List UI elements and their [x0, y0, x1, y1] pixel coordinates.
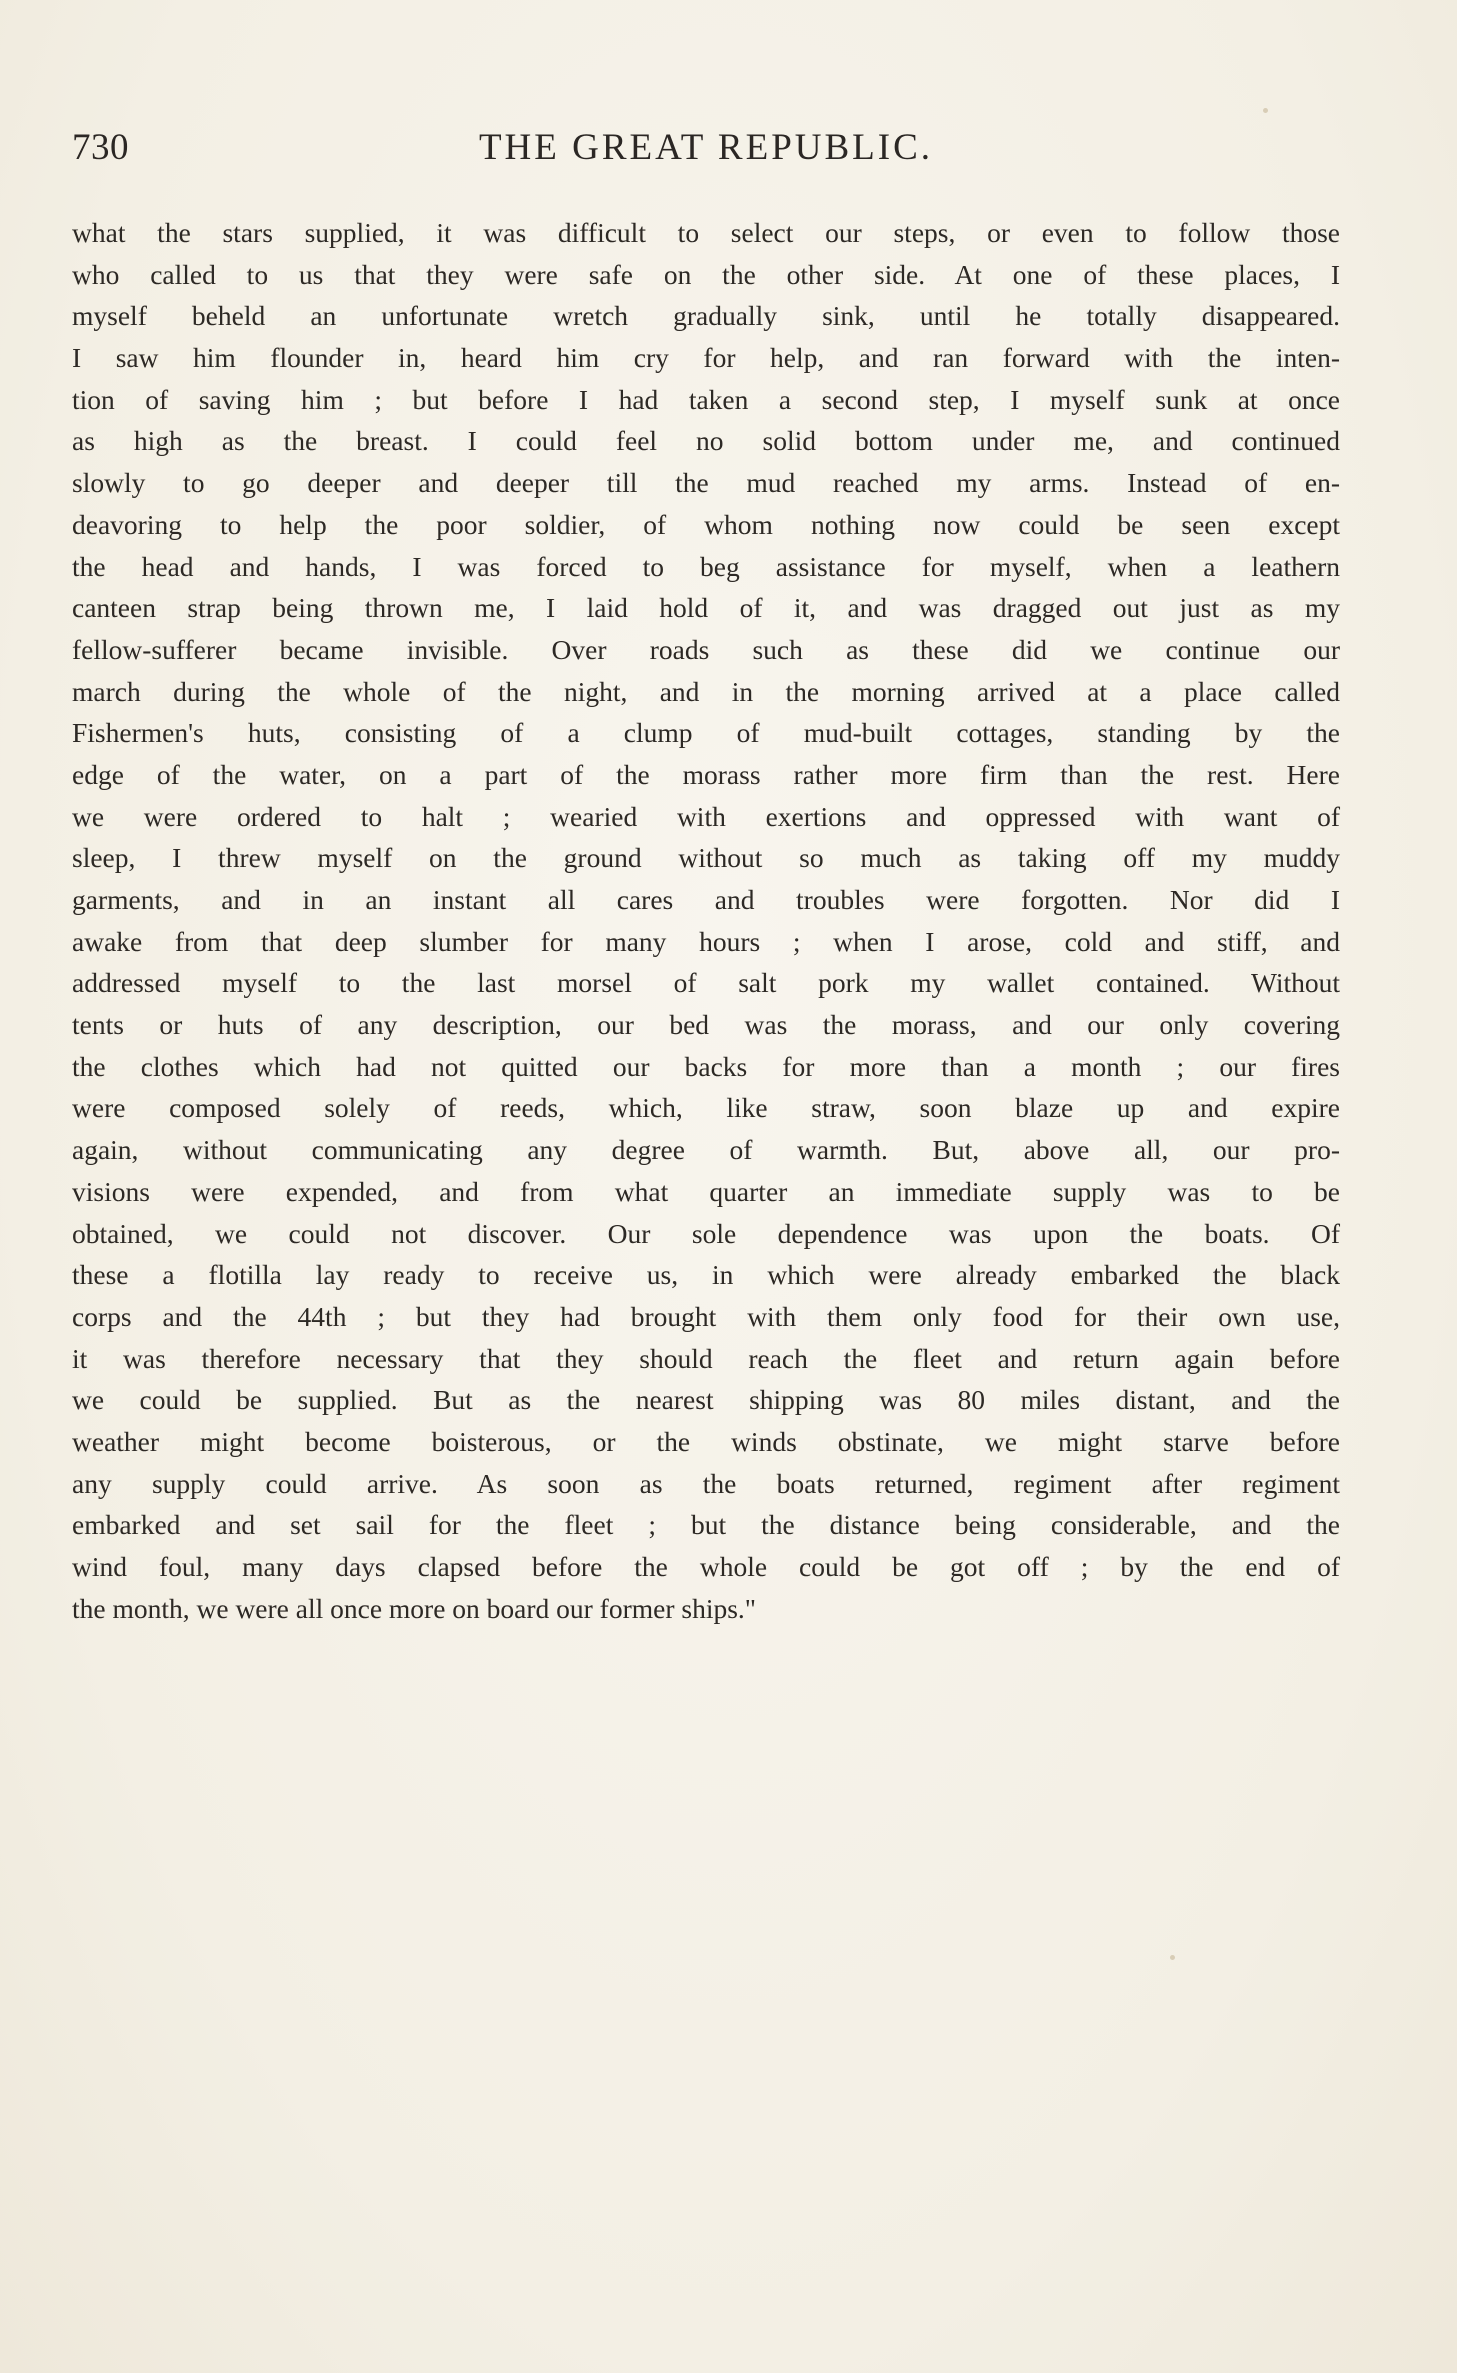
text-line: garments, and in an instant all cares and troubles were forgotten. Nor did I: [72, 884, 1340, 915]
text-line: again, without communicating any degree of warmth. But, above all, our pro-: [72, 1134, 1340, 1166]
text-line: tion of saving him ; but before I had taken a second step, I myself sunk at once: [72, 383, 1340, 415]
text-line: fellow-sufferer became invisible. Over roads such as these did we continue our: [72, 633, 1340, 665]
paper-speck: [1170, 1955, 1175, 1960]
text-line: sleep, I threw myself on the ground without so much as taking off my muddy: [72, 842, 1340, 874]
text-line: embarked and set sail for the fleet ; but the distance being considerable, and the: [72, 1509, 1340, 1541]
running-head: [72, 126, 1340, 172]
text-line: who called to us that they were safe on the other side. At one of these places, I: [72, 258, 1340, 290]
text-line: the month, we were all once more on board our former ships.": [72, 1592, 757, 1624]
text-line: addressed myself to the last morsel of salt pork my wallet contained. Without: [72, 967, 1340, 999]
text-line: the clothes which had not quitted our backs for more than a month ; our fires: [72, 1050, 1340, 1082]
text-line: march during the whole of the night, and in the morning arrived at a place called: [72, 675, 1340, 707]
text-line: wind foul, many days clapsed before the whole could be got off ; by the end of: [72, 1551, 1340, 1582]
text-line: the head and hands, I was forced to beg assistance for myself, when a leathern: [72, 550, 1340, 582]
text-line: as high as the breast. I could feel no solid bottom under me, and continued: [72, 425, 1340, 457]
text-line: were composed solely of reeds, which, like straw, soon blaze up and expire: [72, 1092, 1340, 1124]
text-line: myself beheld an unfortunate wretch gradually sink, until he totally disappeared.: [72, 300, 1340, 332]
text-line: these a flotilla lay ready to receive us, in which were already embarked the black: [72, 1259, 1340, 1291]
body-text: [72, 212, 1340, 1629]
text-line: edge of the water, on a part of the morass rather more firm than the rest. Here: [72, 758, 1340, 790]
text-line: tents or huts of any description, our bed was the morass, and our only covering: [72, 1009, 1340, 1041]
text-line: obtained, we could not discover. Our sole dependence was upon the boats. Of: [72, 1217, 1340, 1249]
text-line: corps and the 44th ; but they had brought with them only food for their own use,: [72, 1300, 1340, 1332]
paper-speck: [1263, 108, 1268, 113]
text-line: slowly to go deeper and deeper till the mud reached my arms. Instead of en-: [72, 467, 1340, 499]
running-title: THE GREAT REPUBLIC.: [478, 127, 934, 168]
text-line: deavoring to help the poor soldier, of whom nothing now could be seen except: [72, 508, 1340, 540]
text-line: visions were expended, and from what quarter an immediate supply was to be: [72, 1175, 1340, 1207]
text-line: any supply could arrive. As soon as the boats returned, regiment after regiment: [72, 1467, 1340, 1499]
text-line: Fishermen's huts, consisting of a clump of mud-built cottages, standing by the: [72, 717, 1340, 749]
text-line: we could be supplied. But as the nearest shipping was 80 miles distant, and the: [72, 1384, 1340, 1416]
text-line: we were ordered to halt ; wearied with exertions and oppressed with want of: [72, 800, 1340, 832]
text-line: awake from that deep slumber for many hours ; when I arose, cold and stiff, and: [72, 925, 1340, 957]
page-number: 730: [72, 127, 129, 168]
text-line: canteen strap being thrown me, I laid hold of it, and was dragged out just as my: [72, 592, 1340, 624]
text-line: I saw him flounder in, heard him cry for help, and ran forward with the inten-: [72, 342, 1340, 374]
text-line: it was therefore necessary that they should reach the fleet and return again before: [72, 1342, 1340, 1374]
text-line: what the stars supplied, it was difficult to select our steps, or even to follow those: [72, 217, 1340, 248]
text-line: weather might become boisterous, or the winds obstinate, we might starve before: [72, 1425, 1340, 1457]
